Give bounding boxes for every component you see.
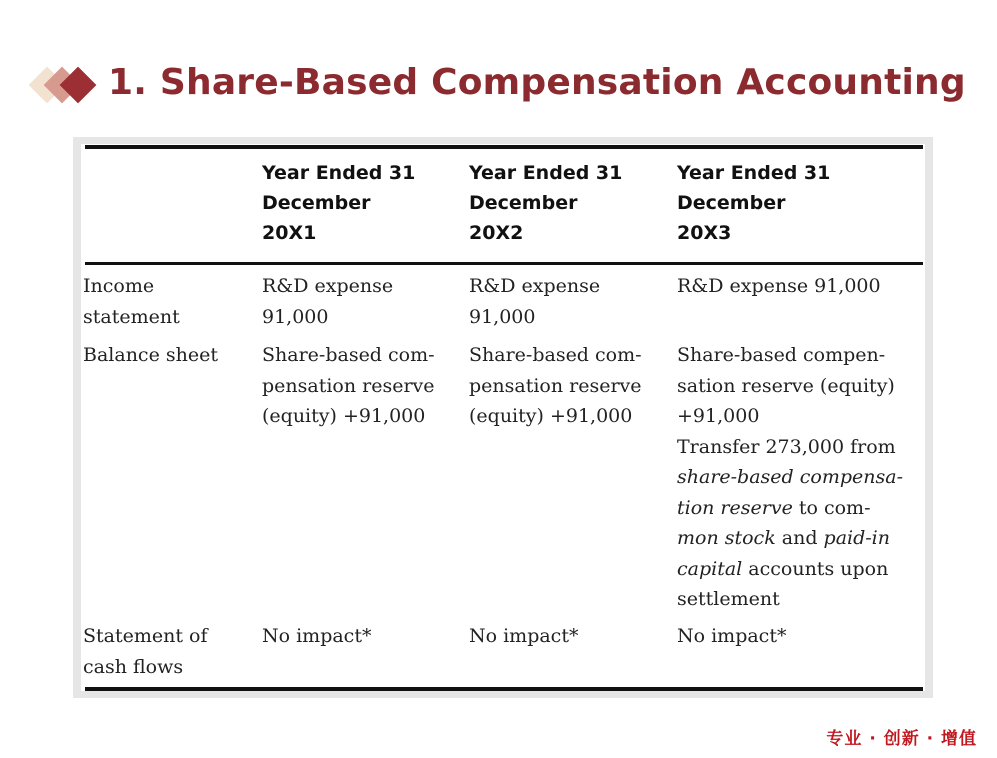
cashflow-20x3-cell: No impact* xyxy=(677,625,787,647)
header-20x2: Year Ended 31 December 20X2 xyxy=(469,162,623,244)
footer-slogan: 专业 · 创新 · 增值 xyxy=(826,729,977,749)
cashflow-20x2-cell: No impact* xyxy=(469,625,579,647)
income-20x2-cell: R&D expense 91,000 xyxy=(469,275,601,328)
income-20x3-cell: R&D expense 91,000 xyxy=(677,275,881,297)
header-20x3: Year Ended 31 December 20X3 xyxy=(677,162,831,244)
page-title: 1. Share-Based Compensation Accounting xyxy=(108,62,966,103)
balance-20x1-cell: Share-based com- pensation reserve (equity) +91,000 xyxy=(262,344,435,427)
table-bottom-rule xyxy=(85,687,923,691)
diamond-logo-icon xyxy=(24,60,104,112)
table-frame xyxy=(73,137,933,698)
balance-20x3-cell: Share-based compen- sation reserve (equity) +91,000 Transfer 273,000 from share-based compensa- tion reserve to com- mon stock and paid-in capital accounts upon settlement xyxy=(677,344,903,610)
table-header-rule xyxy=(85,262,923,265)
row-label-balance-sheet: Balance sheet xyxy=(83,344,218,366)
balance-20x2-cell: Share-based com- pensation reserve (equity) +91,000 xyxy=(469,344,642,427)
row-label-cash-flows: Statement of cash flows xyxy=(83,625,208,678)
income-20x1-cell: R&D expense 91,000 xyxy=(262,275,394,328)
cashflow-20x1-cell: No impact* xyxy=(262,625,372,647)
accounting-table xyxy=(81,144,925,691)
table-top-rule xyxy=(85,145,923,149)
title-bar xyxy=(24,58,966,114)
header-20x1: Year Ended 31 December 20X1 xyxy=(262,162,416,244)
row-label-income-statement: Income statement xyxy=(83,275,180,328)
